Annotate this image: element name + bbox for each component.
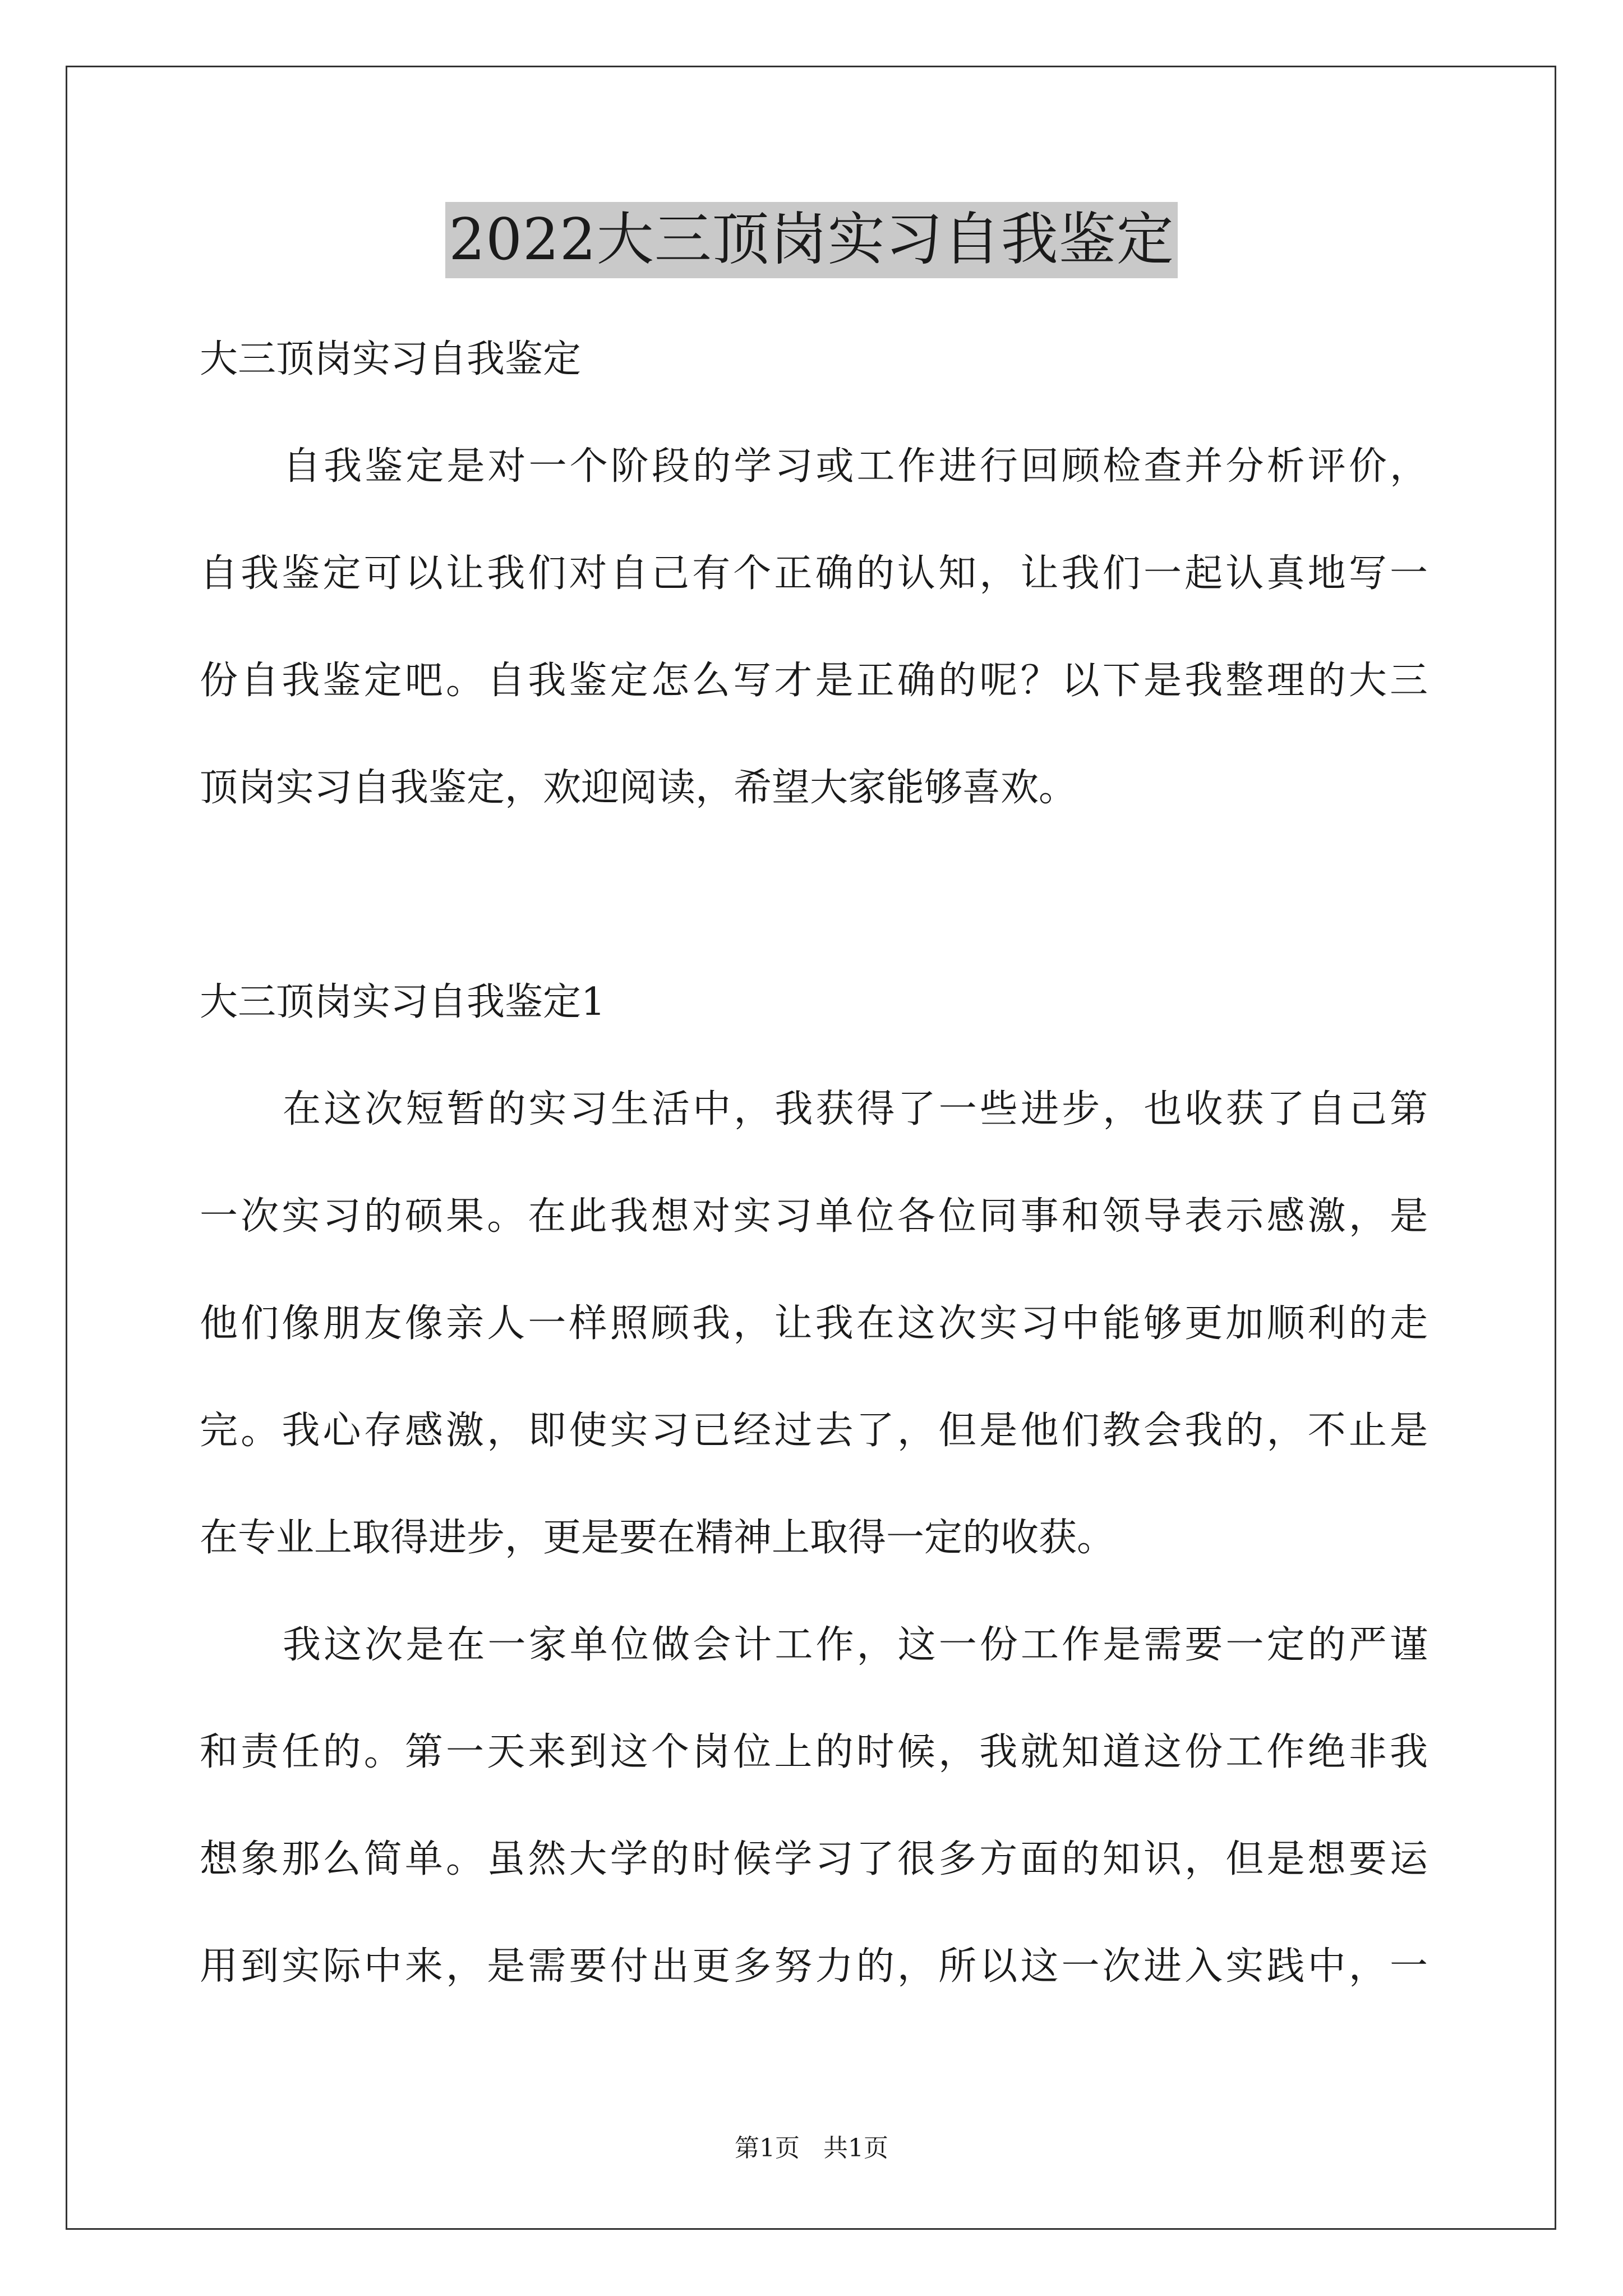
para2-line-2: 和责任的。第一天来到这个岗位上的时候，我就知道这份工作绝非我	[200, 1730, 1428, 1774]
page-footer: 第1页 共1页	[735, 2134, 888, 2162]
para1-line-3: 他们像朋友像亲人一样照顾我，让我在这次实习中能够更加顺利的走	[200, 1301, 1428, 1346]
para1-line-4: 完。我心存感激，即使实习已经过去了，但是他们教会我的，不止是	[200, 1409, 1428, 1453]
para1-line-1: 在这次短暂的实习生活中，我获得了一些进步，也收获了自己第	[283, 1087, 1428, 1131]
intro-line-3: 份自我鉴定吧。自我鉴定怎么写才是正确的呢？以下是我整理的大三	[200, 659, 1428, 703]
intro-line-2: 自我鉴定可以让我们对自己有个正确的认知，让我们一起认真地写一	[200, 551, 1428, 596]
para1-line-2: 一次实习的硕果。在此我想对实习单位各位同事和领导表示感激，是	[200, 1194, 1428, 1239]
para1-line-5: 在专业上取得进步，更是要在精神上取得一定的收获。	[200, 1516, 1115, 1560]
subtitle: 大三顶岗实习自我鉴定	[200, 337, 582, 381]
intro-line-1: 自我鉴定是对一个阶段的学习或工作进行回顾检查并分析评价，	[283, 444, 1428, 489]
para2-line-4: 用到实际中来，是需要付出更多努力的，所以这一次进入实践中，一	[200, 1944, 1428, 1989]
section-heading: 大三顶岗实习自我鉴定1	[200, 980, 606, 1024]
para2-line-3: 想象那么简单。虽然大学的时候学习了很多方面的知识，但是想要运	[200, 1837, 1428, 1881]
title-wrap	[0, 202, 1623, 278]
document-body	[200, 306, 1428, 2020]
para2-line-1: 我这次是在一家单位做会计工作，这一份工作是需要一定的严谨	[283, 1623, 1428, 1667]
paragraph-gap	[200, 841, 1428, 949]
document-title: 2022大三顶岗实习自我鉴定	[445, 202, 1178, 278]
intro-line-4: 顶岗实习自我鉴定，欢迎阅读，希望大家能够喜欢。	[200, 766, 1077, 810]
